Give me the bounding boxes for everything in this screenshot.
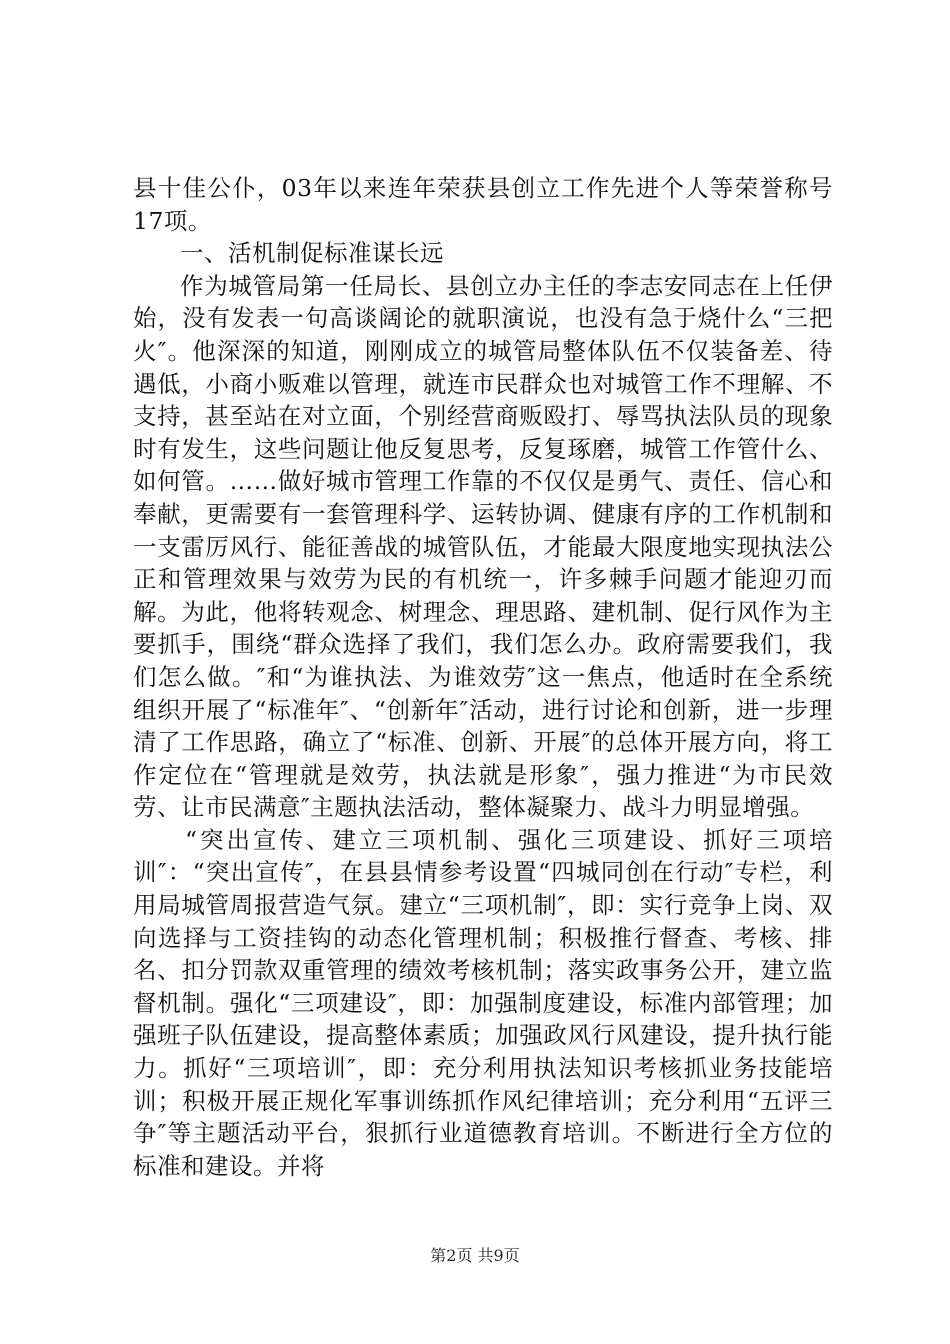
- document-body: [133, 172, 833, 1182]
- paragraph-three-items: “突出宣传、建立三项机制、强化三项建设、抓好三项培训″：“突出宣传″，在县县情参考设置“四城同创在行动″专栏，利用局城管周报营造气氛。建立“三项机制″，即：实行竞争上岗、双向选择与工资挂钩的动态化管理机制；积极推行督查、考核、排名、扣分罚款双重管理的绩效考核机制；落实政事务公开，建立监督机制。强化“三项建设″，即：加强制度建设，标准内部管理；加强班子队伍建设，提高整体素质；加强政风行风建设，提升执行能力。抓好“三项培训″，即：充分利用执法知识考核抓业务技能培训；积极开展正规化军事训练抓作风纪律培训；充分利用“五评三争″等主题活动平台，狠抓行业道德教育培训。不断进行全方位的标准和建设。并将: [133, 825, 833, 1180]
- section-heading: 一、活机制促标准谋长远: [180, 239, 444, 268]
- paragraph-award-summary: 县十佳公仆，03年以来连年荣获县创立工作先进个人等荣誉称号17项。: [133, 174, 833, 235]
- paragraph-mechanism: 作为城管局第一任局长、县创立办主任的李志安同志在上任伊始，没有发表一句高谈阔论的就职演说，也没有急于烧什么“三把火″。他深深的知道，刚刚成立的城管局整体队伍不仅装备差、待遇低，小商小贩难以管理，就连市民群众也对城管工作不理解、不支持，甚至站在对立面，个别经营商贩殴打、辱骂执法队员的现象时有发生，这些问题让他反复思考，反复琢磨，城管工作管什么、如何管。……做好城市管理工作靠的不仅仅是勇气、责任、信心和奉献，更需要有一套管理科学、运转协调、健康有序的工作机制和一支雷厉风行、能征善战的城管队伍，才能最大限度地实现执法公正和管理效果与效劳为民的有机统一，许多棘手问题才能迎刃而解。为此，他将转观念、树理念、理思路、建机制、促行风作为主要抓手，围绕“群众选择了我们，我们怎么办。政府需要我们，我们怎么做。″和“为谁执法、为谁效劳″这一焦点，他适时在全系统组织开展了“标准年″、“创新年″活动，进行讨论和创新，进一步理清了工作思路，确立了“标准、创新、开展″的总体开展方向，将工作定位在“管理就是效劳，执法就是形象″，强力推进“为市民效劳、让市民满意″主题执法活动，整体凝聚力、战斗力明显增强。: [133, 271, 833, 822]
- page-number-footer: 第2页 共9页: [430, 1246, 520, 1265]
